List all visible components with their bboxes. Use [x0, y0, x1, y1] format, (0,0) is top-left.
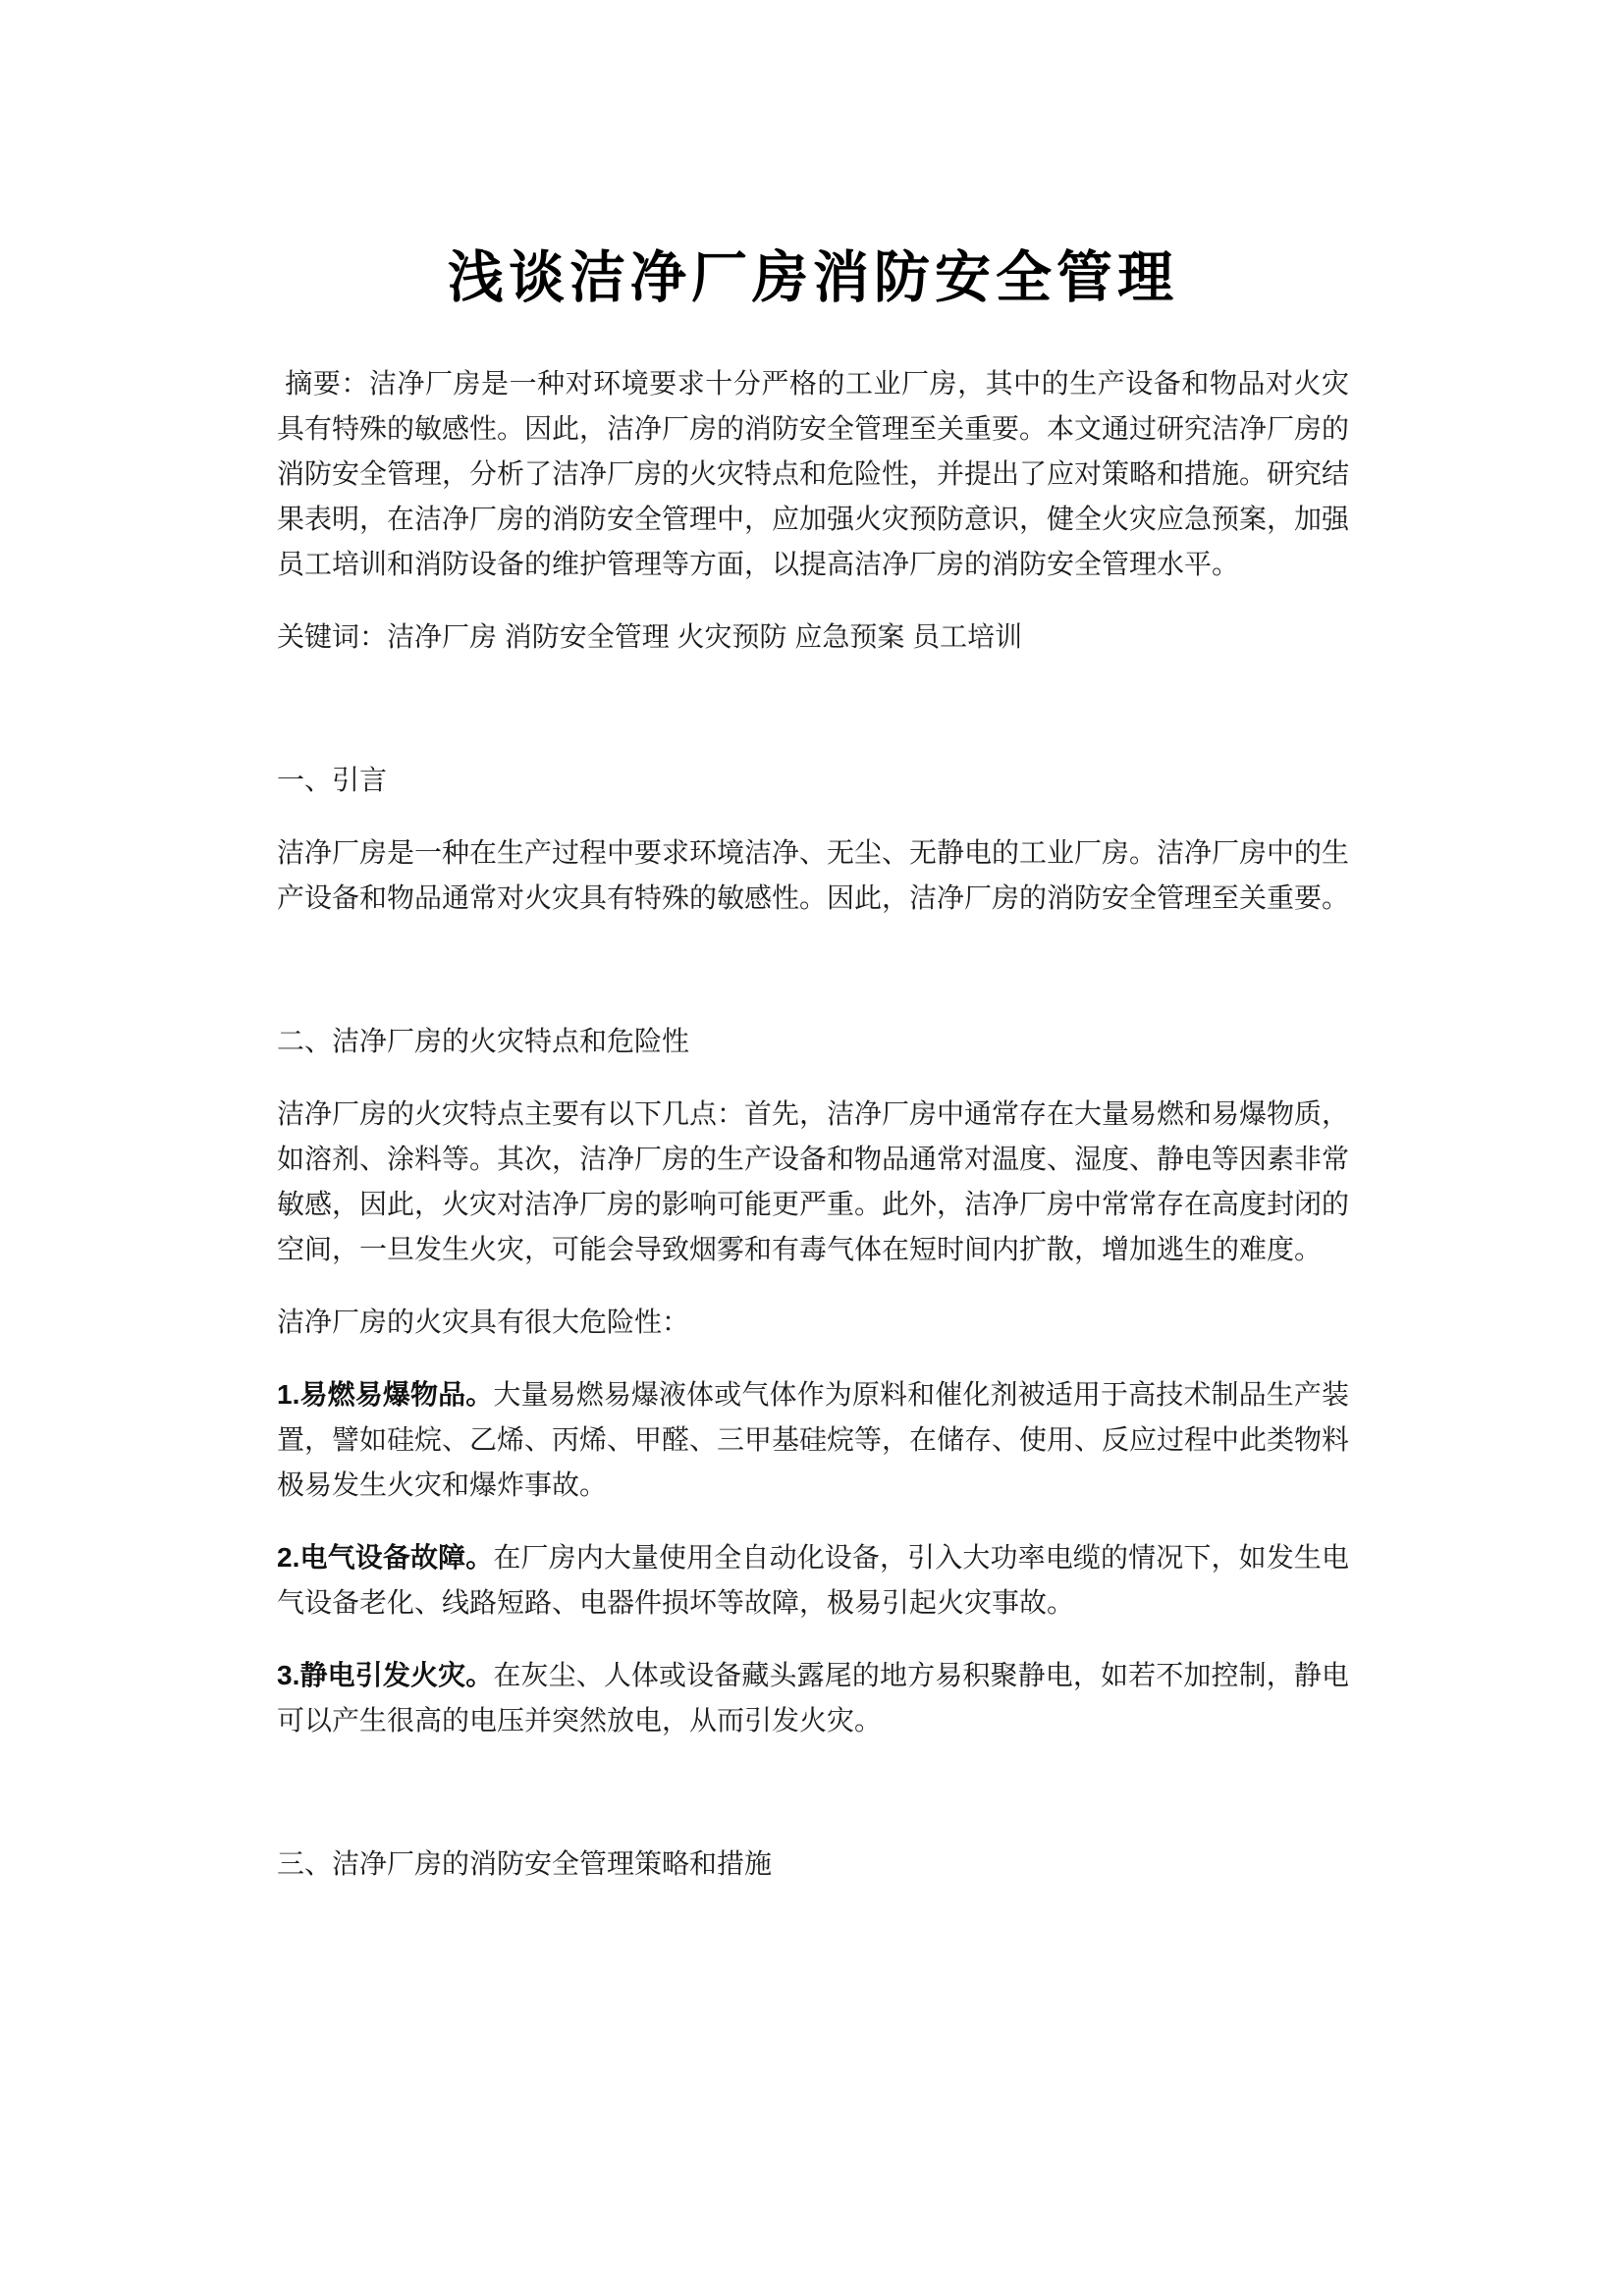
section2-item-flammables [277, 1372, 1349, 1508]
item-lead-electrical: 2.电气设备故障。 [277, 1542, 494, 1573]
keywords-line: 关键词：洁净厂房 消防安全管理 火灾预防 应急预案 员工培训 [277, 621, 1023, 652]
section-heading-management-strategies: 三、洁净厂房的消防安全管理策略和措施 [277, 1848, 773, 1879]
item-text-flammables: 大量易燃易爆液体或气体作为原料和催化剂被适用于高技术制品生产装置，譬如硅烷、乙烯、丙烯、甲醛、三甲基硅烷等，在储存、使用、反应过程中此类物料极易发生火灾和爆炸事故。 [277, 1379, 1350, 1500]
section-heading-fire-characteristics: 二、洁净厂房的火灾特点和危险性 [277, 1026, 690, 1056]
section-heading-introduction: 一、引言 [277, 765, 388, 795]
section2-item-electrical [277, 1535, 1349, 1626]
section2-paragraph-overview: 洁净厂房的火灾特点主要有以下几点：首先，洁净厂房中通常存在大量易燃和易爆物质，如溶剂、涂料等。其次，洁净厂房的生产设备和物品通常对温度、湿度、静电等因素非常敏感，因此，火灾对洁净厂房的影响可能更严重。此外，洁净厂房中常常存在高度封闭的空间，一旦发生火灾，可能会导致烟雾和有毒气体在短时间内扩散，增加逃生的难度。 [277, 1098, 1350, 1264]
item-text-static: 在灰尘、人体或设备藏头露尾的地方易积聚静电，如若不加控制，静电可以产生很高的电压并突然放电，从而引发火灾。 [277, 1660, 1349, 1735]
section2-item-static [277, 1653, 1349, 1743]
section2-paragraph-danger-intro: 洁净厂房的火灾具有很大危险性： [277, 1307, 690, 1337]
section1-paragraph: 洁净厂房是一种在生产过程中要求环境洁净、无尘、无静电的工业厂房。洁净厂房中的生产设备和物品通常对火灾具有特殊的敏感性。因此，洁净厂房的消防安全管理至关重要。 [277, 837, 1350, 913]
item-lead-static: 3.静电引发火灾。 [277, 1660, 494, 1690]
item-text-electrical: 在厂房内大量使用全自动化设备，引入大功率电缆的情况下，如发生电气设备老化、线路短路、电器件损坏等故障，极易引起火灾事故。 [277, 1542, 1349, 1618]
item-lead-flammables: 1.易燃易爆物品。 [277, 1379, 494, 1410]
document-title: 浅谈洁净厂房消防安全管理 [448, 247, 1178, 309]
abstract-paragraph: 摘要：洁净厂房是一种对环境要求十分严格的工业厂房，其中的生产设备和物品对火灾具有特殊的敏感性。因此，洁净厂房的消防安全管理至关重要。本文通过研究洁净厂房的消防安全管理，分析了洁净厂房的火灾特点和危险性，并提出了应对策略和措施。研究结果表明，在洁净厂房的消防安全管理中，应加强火灾预防意识，健全火灾应急预案，加强员工培训和消防设备的维护管理等方面，以提高洁净厂房的消防安全管理水平。 [277, 368, 1350, 579]
